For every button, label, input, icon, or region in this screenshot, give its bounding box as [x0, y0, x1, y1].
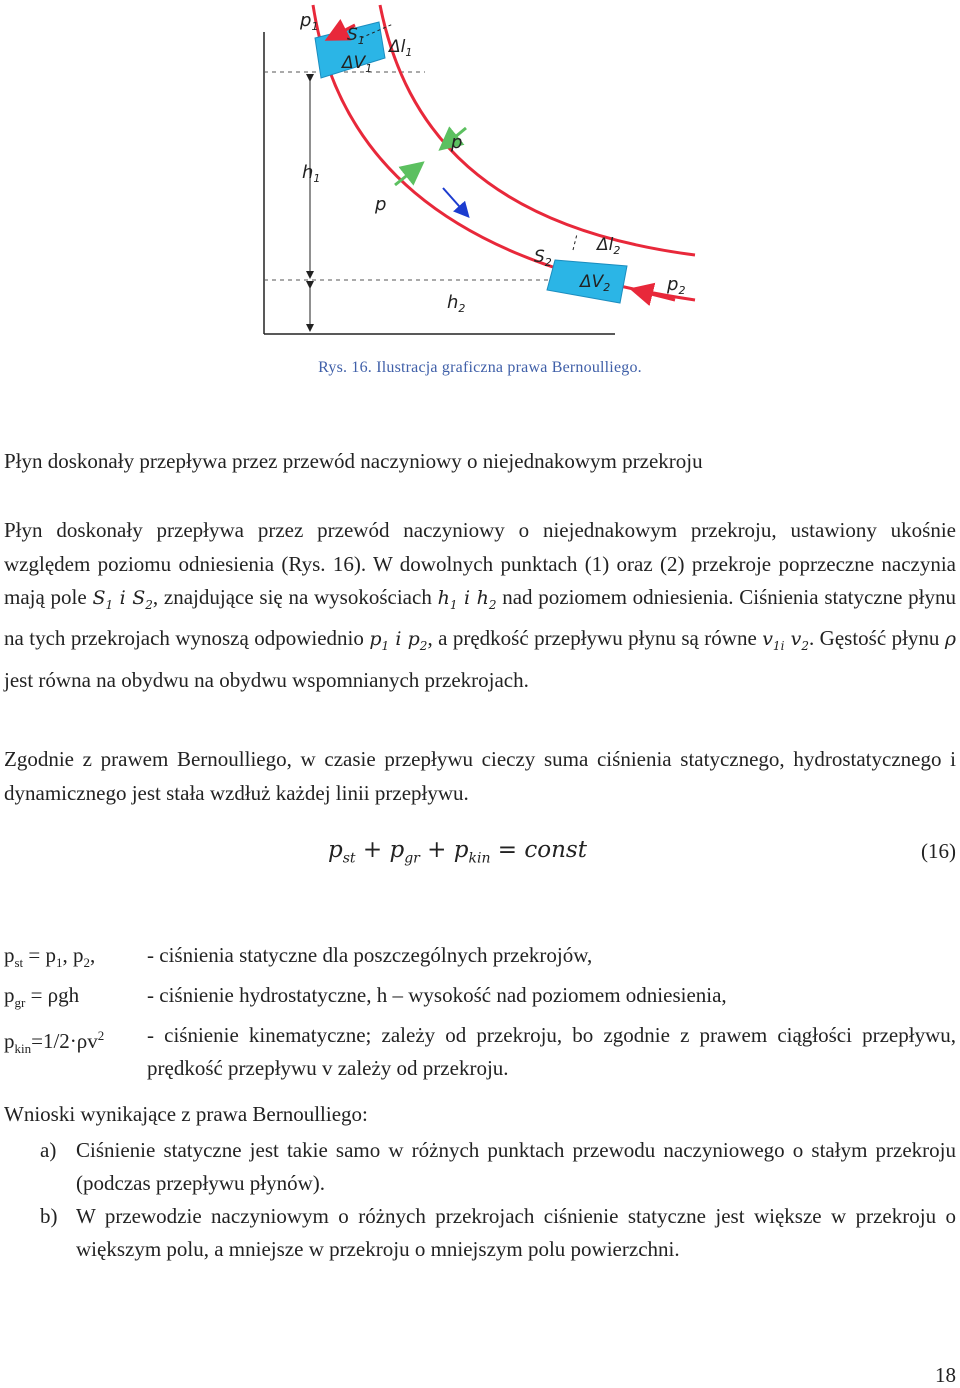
bernoulli-figure	[255, 0, 705, 345]
label-s2: $S_2$	[534, 247, 552, 269]
label-h1: $h_1$	[302, 162, 321, 185]
paragraph-description: Płyn doskonały przepływa przez przewód naczyniowy o niejednakowym przekroju, ustawiony ukośnie względem poziomu odniesienia (Rys. 16). W dowolnych punktach (1) oraz (2) przekroje poprzeczne naczynia mają pole $S_1$ i $S_2$, znajdujące się na wysokościach $h_1$ i $h_2$ nad poziomem odniesienia. Ciśnienia statyczne płynu na tych przekrojach wynoszą odpowiednio $p_1$ i $p_2$, a prędkość przepływu płynu są równe $v_{1i}$ $v_2$. Gęstość płynu ρ jest równa na obydwu na obydwu wspomnianych przekrojach.	[4, 518, 957, 692]
label-dv2: $\Delta V_2$	[580, 272, 611, 294]
conclusions-list	[4, 1134, 956, 1266]
label-dv1: $\Delta V_1$	[342, 53, 373, 75]
label-dl1: $\Delta l_1$	[389, 37, 413, 59]
p-bottom-pressure-arrow	[395, 165, 420, 185]
list-marker: b)	[40, 1204, 58, 1228]
flow-direction-arrow	[443, 188, 467, 215]
bernoulli-diagram	[255, 0, 705, 345]
definition-symbol: $p_{st} = p_1$, $p_2$,	[4, 943, 96, 971]
definition-symbol: $p_{kin}=1/2\cdot\rho v^2$	[4, 1028, 105, 1057]
definition-symbol: $p_{gr} = \rho gh$	[4, 983, 80, 1011]
definition-text: - ciśnienia statyczne dla poszczególnych przekrojów,	[147, 943, 593, 967]
label-p-bottom: p	[375, 194, 387, 215]
definition-text: - ciśnienie kinematyczne; zależy od przekroju, bo zgodnie z prawem ciągłości przepływu, prędkość przepływu v zależy od przekroju.	[147, 1023, 956, 1081]
equation-16	[0, 837, 960, 877]
conclusion-text: Ciśnienie statyczne jest takie samo w różnych punktach przewodu naczyniowego o stałym przekroju (podczas przepływu płynów).	[76, 1138, 956, 1195]
conclusion-text: W przewodzie naczyniowym o różnych przekrojach ciśnienie statyczne jest większe w przekroju o większym polu, a mniejsze w przekroju o mniejszym polu powierzchni.	[76, 1204, 956, 1261]
conclusion-item	[4, 1200, 956, 1266]
conclusions-title: Wnioski wynikające z prawa Bernoulliego:	[4, 1102, 368, 1126]
label-h2: $h_2$	[447, 292, 466, 315]
definition-static	[4, 939, 956, 979]
section-heading: Płyn doskonały przepływa przez przewód naczyniowy o niejednakowym przekroju	[4, 449, 703, 473]
list-marker: a)	[40, 1138, 57, 1162]
definitions-list	[4, 939, 956, 1085]
equation-number: (16)	[921, 839, 956, 863]
paragraph-bernoulli-law: Zgodnie z prawem Bernoulliego, w czasie przepływu cieczy suma ciśnienia statycznego, hydrostatycznego i dynamicznego jest stała wzdłuż każdej linii przepływu.	[4, 747, 956, 805]
label-p-top: p	[451, 132, 463, 153]
page-number: 18	[935, 1363, 956, 1387]
equation-formula: $p_{st} + p_{gr} + p_{kin}$ = const	[328, 837, 587, 867]
conclusion-item	[4, 1134, 956, 1200]
definition-hydrostatic	[4, 979, 956, 1019]
label-p1: $p_1$	[300, 10, 319, 33]
label-dl2: $\Delta l_2$	[597, 235, 621, 257]
definition-kinematic	[4, 1019, 956, 1085]
figure-caption: Rys. 16. Ilustracja graficzna prawa Bernoulliego.	[318, 359, 642, 376]
label-s1: $S_1$	[347, 25, 365, 47]
definition-text: - ciśnienie hydrostatyczne, h – wysokość nad poziomem odniesienia,	[147, 983, 727, 1008]
tube-lower-wall	[380, 5, 695, 255]
label-p2: $p_2$	[667, 274, 686, 297]
